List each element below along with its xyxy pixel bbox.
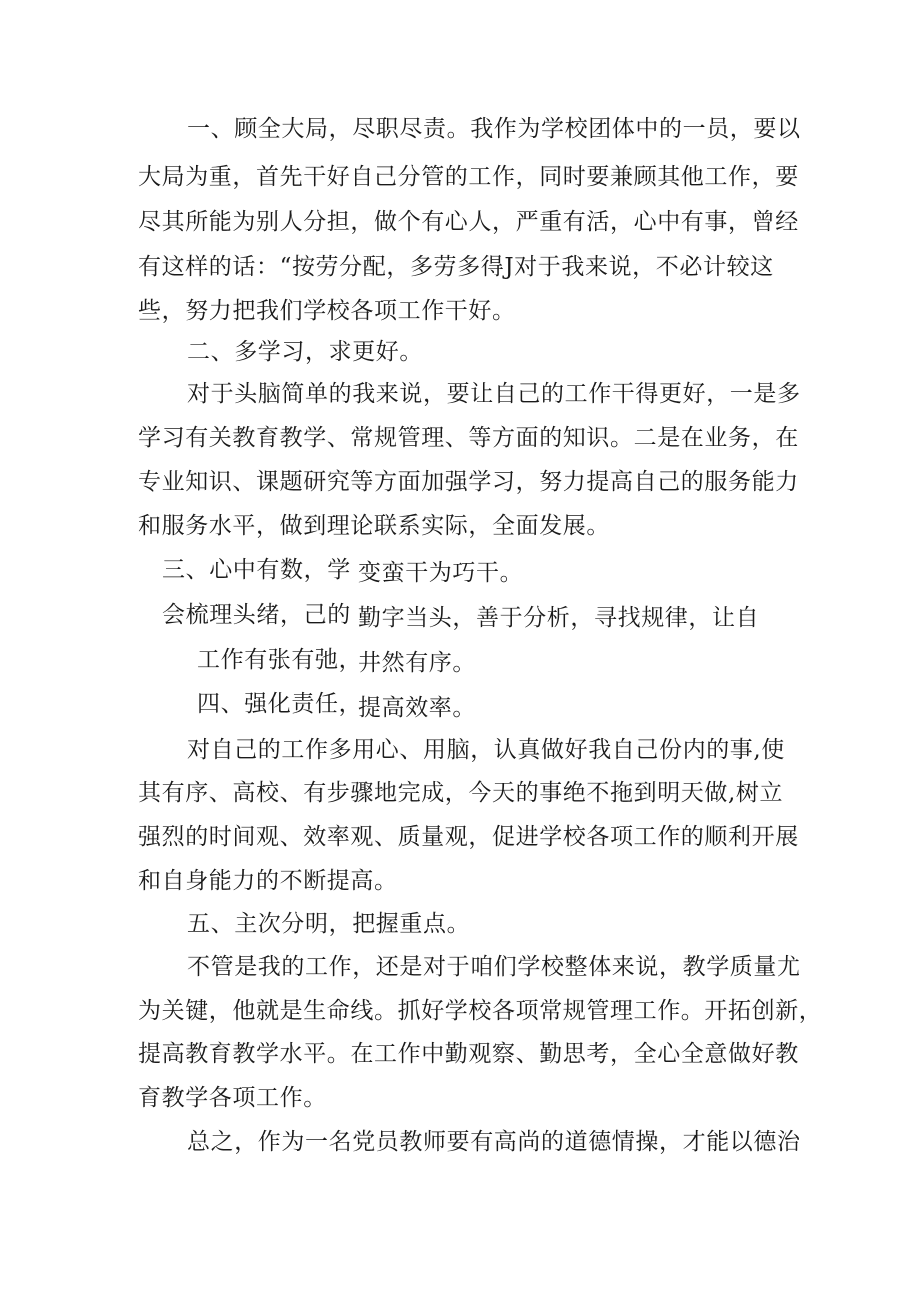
paragraph-4-line-3: 强烈的时间观、效率观、质量观，促进学校各项工作的顺利开展 <box>138 824 799 850</box>
section-3-fragment-3b: 井然有序。 <box>358 650 476 676</box>
paragraph-1-line-2: 大局为重，首先干好自己分管的工作，同时要兼顾其他工作，要 <box>138 164 799 190</box>
paragraph-2-line-3: 专业知识、课题研究等方面加强学习，努力提高自己的服务能力 <box>138 469 799 495</box>
section-3-fragment-1b: 变蛮干为巧干。 <box>358 560 524 586</box>
paragraph-2-line-4: 和服务水平，做到理论联系实际，全面发展。 <box>138 513 610 539</box>
heading-4: 四、强化责任， <box>197 691 363 717</box>
paragraph-5-line-3: 提高教育教学水平。在工作中勤观察、勤思考，全心全意做好教 <box>138 1041 799 1067</box>
section-3-fragment-1a: 三、心中有数，学 <box>162 557 351 583</box>
paragraph-1-line-4: 有这样的话：“按劳分配，多劳多得J对于我来说，不必计较这 <box>138 254 774 280</box>
section-3-fragment-2a: 会梳理头绪，己的 <box>162 602 351 628</box>
paragraph-5-line-4: 育教学各项工作。 <box>138 1085 327 1111</box>
heading-4-continued: 提高效率。 <box>358 695 476 721</box>
section-3-fragment-2b: 勤字当头，善于分析，寻找规律，让自 <box>358 605 760 631</box>
section-3-fragment-3a: 工作有张有弛， <box>197 647 363 673</box>
paragraph-1-line-5: 些，努力把我们学校各项工作干好。 <box>138 298 516 324</box>
paragraph-4-line-4: 和自身能力的不断提高。 <box>138 868 398 894</box>
heading-2: 二、多学习，求更好。 <box>187 339 423 365</box>
heading-5: 五、主次分明，把握重点。 <box>187 911 471 937</box>
paragraph-5-line-2: 为关键，他就是生命线。抓好学校各项常规管理工作。开拓创新， <box>138 998 823 1024</box>
paragraph-6-line-1: 总之，作为一名党员教师要有高尚的道德情操，才能以德治 <box>187 1129 801 1155</box>
paragraph-2-line-1: 对于头脑简单的我来说，要让自己的工作干得更好，一是多 <box>187 381 801 407</box>
paragraph-1-line-1: 一、顾全大局，尽职尽责。我作为学校团体中的一员，要以 <box>187 116 801 142</box>
paragraph-4-line-2: 其有序、高校、有步骤地完成，今天的事绝不拖到明天做,树立 <box>138 780 784 806</box>
paragraph-4-line-1: 对自己的工作多用心、用脑，认真做好我自己份内的事,使 <box>187 737 785 763</box>
paragraph-1-line-3: 尽其所能为别人分担，做个有心人，严重有活，心中有事，曾经 <box>138 209 799 235</box>
paragraph-5-line-1: 不管是我的工作，还是对于咱们学校整体来说，教学质量尤 <box>187 954 801 980</box>
paragraph-2-line-2: 学习有关教育教学、常规管理、等方面的知识。二是在业务，在 <box>138 425 799 451</box>
